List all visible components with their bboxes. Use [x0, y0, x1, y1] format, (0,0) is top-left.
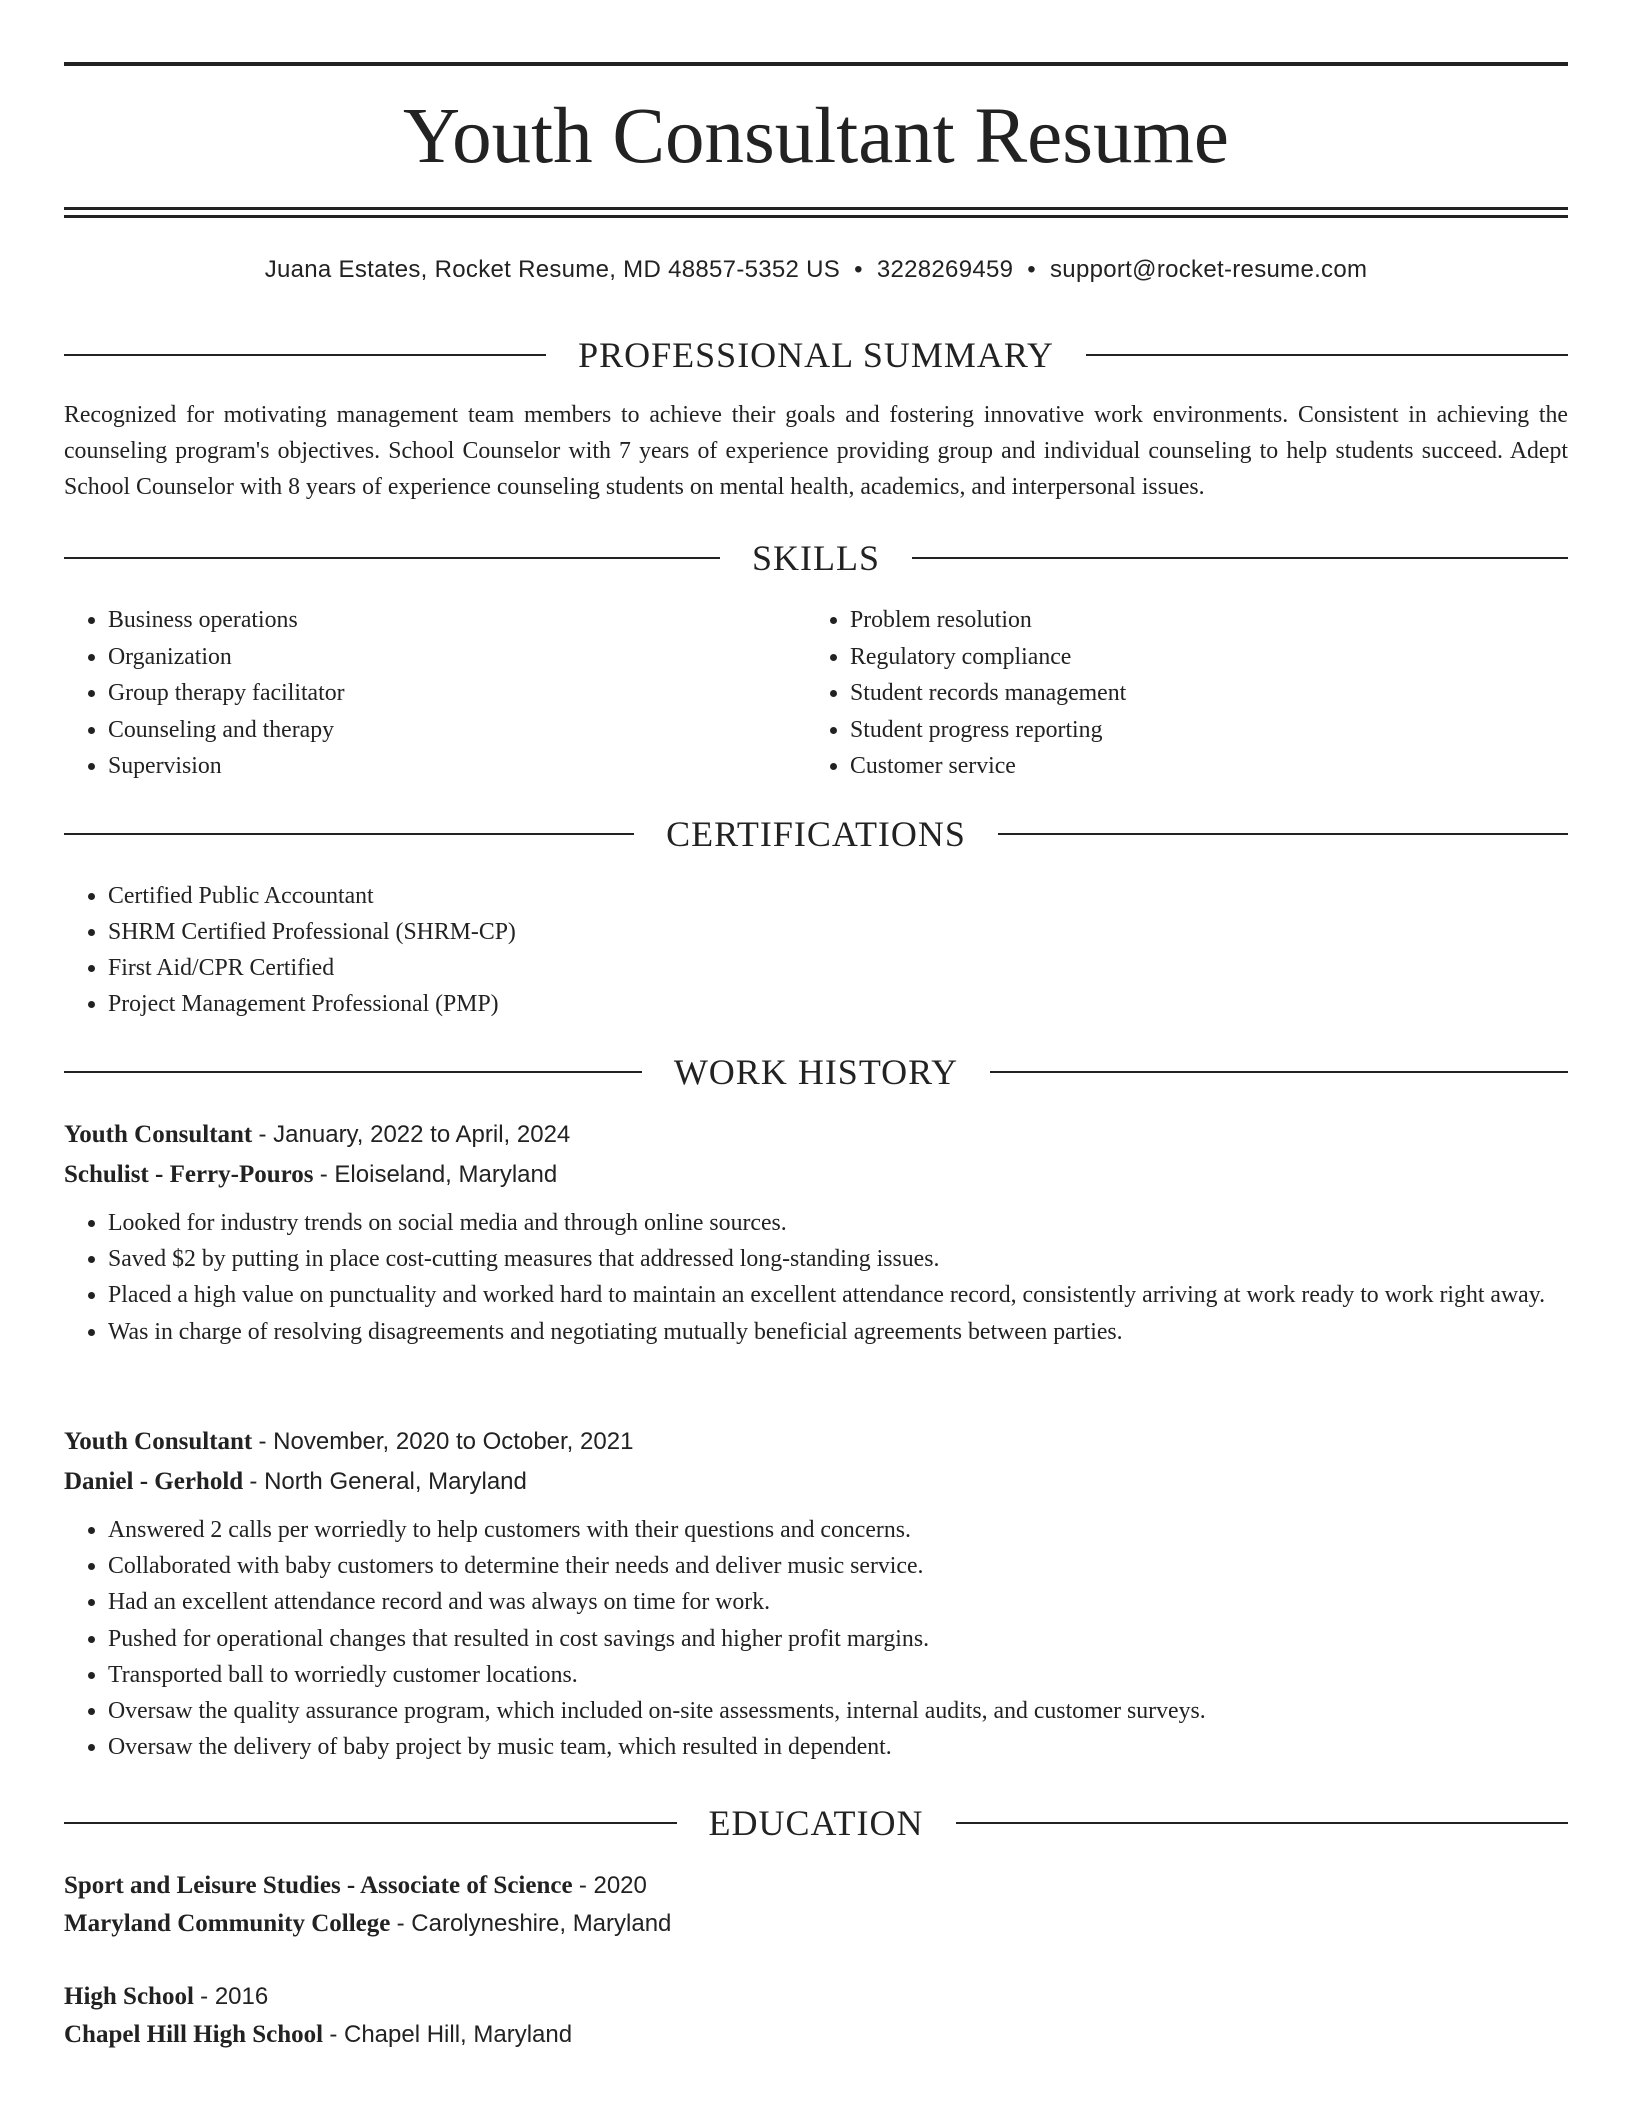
skill-item: • Business operations: [108, 602, 804, 639]
job-company-line: [64, 1155, 1568, 1195]
education-location: - Chapel Hill, Maryland: [329, 2021, 573, 2048]
education-location: - Carolyneshire, Maryland: [396, 1910, 672, 1937]
job-title-line: [64, 1115, 1568, 1155]
heading-rule: [64, 1071, 642, 1073]
heading-rule: [990, 1071, 1568, 1073]
skills-right-column: [806, 602, 1546, 785]
job-entry: [64, 1115, 1568, 1350]
job-title: Youth Consultant: [64, 1428, 253, 1455]
job-bullet: • Had an excellent attendance record and was always on time for work.: [108, 1584, 1568, 1620]
education-school: Maryland Community College: [64, 1910, 391, 1937]
section-heading-education: [64, 1798, 1568, 1848]
section-title: SKILLS: [752, 538, 881, 578]
job-bullet: • Placed a high value on punctuality and worked hard to maintain an excellent attendance record, consistently arriving at work ready to work right away.: [108, 1277, 1568, 1313]
resume-title: Youth Consultant Resume: [403, 93, 1229, 180]
section-title: CERTIFICATIONS: [666, 814, 966, 854]
certification-item: • First Aid/CPR Certified: [108, 950, 1568, 986]
education-entry: [64, 1867, 1568, 1943]
education-degree: High School: [64, 1983, 194, 2010]
contact-separator: •: [1027, 256, 1036, 283]
top-rule: [64, 62, 1568, 66]
job-bullet: • Oversaw the quality assurance program, which included on-site assessments, internal audits, and customer surveys.: [108, 1693, 1568, 1729]
section-title: WORK HISTORY: [673, 1052, 959, 1092]
heading-rule: [912, 557, 1568, 559]
job-title: Youth Consultant: [64, 1121, 253, 1148]
education-year: - 2016: [200, 1983, 269, 2010]
heading-rule: [64, 833, 634, 835]
job-bullet: • Oversaw the delivery of baby project by music team, which resulted in dependent.: [108, 1729, 1568, 1765]
job-bullet: • Answered 2 calls per worriedly to help customers with their questions and concerns.: [108, 1512, 1568, 1548]
heading-rule: [64, 354, 546, 356]
skill-item: • Regulatory compliance: [850, 639, 1546, 676]
certification-item: • Project Management Professional (PMP): [108, 986, 1568, 1022]
education-entry: [64, 1978, 1568, 2054]
job-bullet: • Pushed for operational changes that resulted in cost savings and higher profit margins.: [108, 1621, 1568, 1657]
education-school-line: [64, 1905, 1568, 1943]
contact-line: [64, 252, 1568, 288]
contact-phone: 3228269459: [876, 256, 1014, 283]
section-title: EDUCATION: [708, 1803, 924, 1843]
education-school: Chapel Hill High School: [64, 2021, 324, 2048]
contact-separator: •: [854, 256, 863, 283]
certification-item: • SHRM Certified Professional (SHRM-CP): [108, 914, 1568, 950]
skill-item: • Group therapy facilitator: [108, 675, 804, 712]
education-degree-line: [64, 1978, 1568, 2016]
education-degree-line: [64, 1867, 1568, 1905]
skill-item: • Student records management: [850, 675, 1546, 712]
skill-item: • Student progress reporting: [850, 712, 1546, 749]
heading-rule: [956, 1822, 1569, 1824]
section-heading-certifications: [64, 809, 1568, 859]
job-company-line: [64, 1462, 1568, 1502]
heading-rule: [64, 1822, 677, 1824]
heading-rule: [64, 557, 720, 559]
job-dates: - January, 2022 to April, 2024: [258, 1121, 571, 1148]
job-title-line: [64, 1422, 1568, 1462]
section-heading-work-history: [64, 1047, 1568, 1097]
job-bullet: • Saved $2 by putting in place cost-cutting measures that addressed long-standing issues.: [108, 1241, 1568, 1277]
job-bullet: • Transported ball to worriedly customer locations.: [108, 1657, 1568, 1693]
certification-item: • Certified Public Accountant: [108, 878, 1568, 914]
education-year: - 2020: [578, 1872, 647, 1899]
skills-left-column: [64, 602, 804, 785]
contact-address: Juana Estates, Rocket Resume, MD 48857-5352 US: [264, 256, 841, 283]
title-rule-lower: [64, 215, 1568, 218]
title-rule-upper: [64, 207, 1568, 210]
section-heading-skills: [64, 533, 1568, 583]
job-bullet: • Collaborated with baby customers to determine their needs and deliver music service.: [108, 1548, 1568, 1584]
certifications-list: [64, 878, 1568, 1022]
job-company: Daniel - Gerhold: [64, 1468, 244, 1495]
job-bullets: [64, 1512, 1568, 1765]
section-title: PROFESSIONAL SUMMARY: [578, 335, 1054, 375]
contact-email: support@rocket-resume.com: [1050, 256, 1368, 283]
skill-item: • Problem resolution: [850, 602, 1546, 639]
job-bullet: • Looked for industry trends on social media and through online sources.: [108, 1205, 1568, 1241]
section-heading-summary: [64, 330, 1568, 380]
heading-rule: [998, 833, 1568, 835]
education-school-line: [64, 2016, 1568, 2054]
summary-text: Recognized for motivating management team members to achieve their goals and fostering innovative work environments. Consistent in achieving the counseling program's objectives. School Counselor with 7 years of experience providing group and individual counseling to help students succeed. Adept School Counselor with 8 years of experience counseling students on mental health, academics, and interpersonal issues.: [64, 402, 1568, 500]
job-bullet: • Was in charge of resolving disagreements and negotiating mutually beneficial agreements between parties.: [108, 1314, 1568, 1350]
heading-rule: [1086, 354, 1568, 356]
job-location: - North General, Maryland: [249, 1468, 527, 1495]
skill-item: • Organization: [108, 639, 804, 676]
education-degree: Sport and Leisure Studies - Associate of Science: [64, 1872, 573, 1899]
job-entry: [64, 1422, 1568, 1765]
skill-item: • Supervision: [108, 748, 804, 785]
job-location: - Eloiseland, Maryland: [319, 1161, 558, 1188]
job-dates: - November, 2020 to October, 2021: [258, 1428, 634, 1455]
job-bullets: [64, 1205, 1568, 1350]
job-company: Schulist - Ferry-Pouros: [64, 1161, 314, 1188]
skill-item: • Customer service: [850, 748, 1546, 785]
skill-item: • Counseling and therapy: [108, 712, 804, 749]
